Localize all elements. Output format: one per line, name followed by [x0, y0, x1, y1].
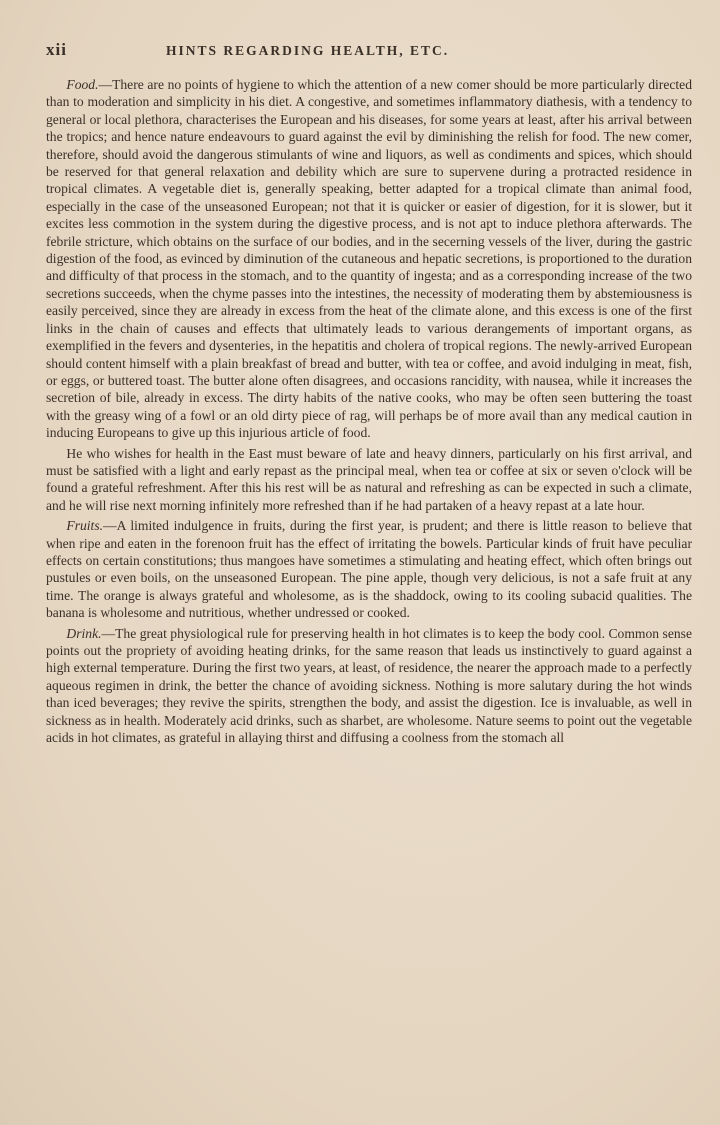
paragraph-heading: Food.: [66, 77, 99, 92]
paragraph-text: —There are no points of hygiene to which the attention of a new comer should be more particularly directed than to moderation and simplicity in his diet. A congestive, and sometimes inflammatory diathesis, with a tendency to general or local plethora, characterises the European and his diseases, for some years at least, after his arrival between the tropics; and hence nature endeavours to guard against the evil by diminishing the relish for food. The new comer, therefore, should avoid the dangerous stimulants of wine and liquors, as well as condiments and spices, which should be reserved for that general relaxation and debility which are sure to supervene during a protracted residence in tropical climates. A vegetable diet is, generally speaking, better adapted for a tropical climate than animal food, especially in the case of the unseasoned European; not that it is quicker or easier of digestion, for it is slower, but it excites less commotion in the system during the digestive process, and is not apt to induce plethora afterwards. The febrile stricture, which obtains on the surface of our bodies, and in the secerning vessels of the liver, during the gastric digestion of the food, as evinced by diminution of the cutaneous and hepatic secretions, is proportioned to the duration and difficulty of that process in the stomach, and to the quantity of ingesta; and as a corresponding increase of the two secretions succeeds, when the chyme passes into the intestines, the necessity of moderating them by abstemiousness is easily perceived, since they are already in excess from the heat of the climate alone, and this excess is one of the first links in the chain of causes and effects that ultimately leads to various derangements of important organs, as exemplified in the fevers and dysenteries, in the hepatitis and cholera of tropical regions. The newly-arrived European should content himself with a plain breakfast of bread and butter, with tea or coffee, and avoid indulging in meat, fish, or eggs, or buttered toast. The butter alone often disagrees, and occasions rancidity, with nausea, while it increases the secretion of bile, already in excess. The dirty habits of the native cooks, who may be often seen buttering the toast with the greasy wing of a fowl or an old dirty piece of rag, will perhaps be of more avail than any medical caution in inducing Europeans to give up this injurious article of food.: [46, 77, 692, 441]
body-text: [46, 517, 692, 621]
paragraph-text: —The great physiological rule for preserving health in hot climates is to keep the body cool. Common sense points out the propriety of avoiding heating drinks, for the same reason that leads us instinctively to guard against a high external temperature. During the first two years, at least, of residence, the nearer the approach made to a perfectly aqueous regimen in drink, the better the chance of avoiding sickness. Nothing is more salutary during the hot winds than iced beverages; they revive the spirits, strengthen the body, and assist the digestion. Ice is invaluable, as well in sickness as in health. Moderately acid drinks, such as sharbet, are wholesome. Nature seems to point out the vegetable acids in hot climates, as grateful in allaying thirst and diffusing a coolness from the stomach all: [46, 625, 692, 746]
paragraph-heading: Fruits.: [66, 518, 104, 534]
body-text: [46, 625, 692, 747]
paragraph-dinners: [46, 445, 692, 515]
paragraph-text: —A limited indulgence in fruits, during the first year, is prudent; and there is little reason to believe that when ripe and eaten in the forenoon fruit has the effect of irritating the bowels. Particular kinds of fruit have peculiar effects on certain constitutions; thus mangoes have sometimes a stimulating and heating effect, which often brings out pustules or even boils, on the unseasoned European. The pine apple, though very delicious, is not a safe fruit at any time. The orange is always grateful and wholesome, as is the shaddock, owing to its cooling subacid qualities. The banana is wholesome and nutritious, whether undressed or cooked.: [46, 518, 692, 621]
body-text: [46, 76, 692, 442]
page-number: xii: [46, 40, 67, 59]
paragraph-text: He who wishes for health in the East must beware of late and heavy dinners, particularly on his first arrival, and must be satisfied with a light and early repast as the principal meal, when tea or coffee at six or seven o'clock will be found a grateful refreshment. After this his rest will be as natural and refreshing as can be expected in such a climate, and he will rise next morning infinitely more refreshed than if he had partaken of a heavy repast at a late hour.: [46, 445, 692, 513]
page-header: [46, 40, 692, 66]
paragraph-drink: [46, 625, 692, 747]
paragraph-fruits: [46, 517, 692, 621]
paragraph-food: [46, 76, 692, 442]
running-head: HINTS REGARDING HEALTH, ETC.: [166, 43, 450, 58]
body-text: [46, 445, 692, 515]
paragraph-heading: Drink.: [66, 625, 102, 641]
